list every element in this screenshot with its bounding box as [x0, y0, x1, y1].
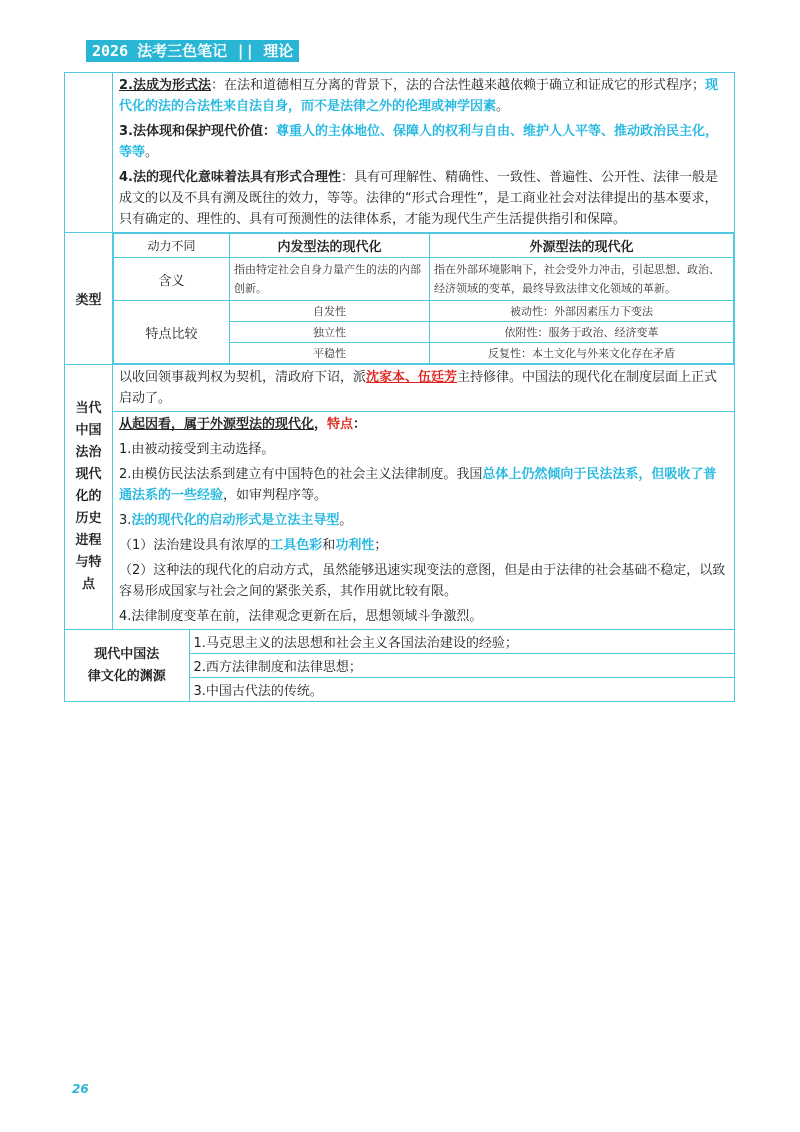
point-3	[113, 119, 734, 165]
types-table	[113, 233, 734, 364]
col-dynamic: 动力不同	[114, 234, 230, 258]
col-internal: 内发型法的现代化	[230, 234, 430, 258]
history-label-line: 点	[81, 577, 95, 592]
point-2-text: ：在法和道德相互分离的背景下，法的合法性越来越依赖于确立和证成它的形式程序；	[210, 78, 705, 93]
history-item-text: ；	[374, 538, 388, 553]
point-2-highlight: 现代化的法的合法性来自法自身，而不是法律之外的伦理或神学因素	[119, 78, 719, 114]
history-text: 主持修律。中国法的现代化在制度层面上正式启动了。	[119, 370, 718, 406]
point-2	[113, 73, 734, 119]
point-2-end: 。	[496, 99, 510, 114]
history-item-text: 4.法律制度变革在前，法律观念更新在后，思想领域斗争激烈。	[119, 609, 483, 624]
history-row	[65, 365, 735, 630]
types-row	[65, 233, 735, 365]
compare-external-1: 被动性：外部因素压力下变法	[430, 301, 734, 322]
history-item-text: 2.由模仿民法法系到建立有中国特色的社会主义法律制度。我国	[119, 467, 483, 482]
history-names: 沈家本、伍廷芳	[366, 370, 458, 385]
point-3-colon: ：	[262, 124, 276, 139]
intro-side	[65, 73, 113, 233]
compare-internal-3: 平稳性	[230, 343, 430, 364]
types-label: 类型	[65, 233, 113, 365]
history-label-line: 当代	[75, 401, 102, 416]
origins-item-1: 1.马克思主义的法思想和社会主义各国法治建设的经验；	[189, 630, 734, 654]
point-4	[113, 165, 734, 232]
point-3-head: 3.法体现和保护现代价值	[119, 124, 263, 139]
notes-table	[64, 72, 735, 702]
origins-row	[65, 630, 735, 702]
history-label-line: 中国	[75, 423, 102, 438]
origins-label	[65, 630, 189, 701]
origins-item-2: 2.西方法律制度和法律思想；	[189, 654, 734, 678]
history-label-line: 现代	[75, 467, 102, 482]
history-label-line: 进程	[75, 533, 102, 548]
point-2-head: 2.法成为形式法	[119, 78, 211, 93]
history-item-highlight: 功利性	[335, 538, 375, 553]
history-line-2	[113, 412, 734, 437]
history-sep: ，	[314, 417, 328, 432]
point-3-end: 。	[145, 145, 159, 160]
intro-row	[65, 73, 735, 233]
history-label-line: 法治	[75, 445, 102, 460]
col-external: 外源型法的现代化	[430, 234, 734, 258]
history-line-1	[113, 365, 734, 412]
history-item-2	[113, 462, 734, 508]
meaning-external: 指在外部环境影响下，社会受外力冲击，引起思想、政治、经济领域的变革，最终导致法律文化领域的革新。	[430, 258, 734, 301]
history-cell	[113, 365, 735, 630]
meaning-label: 含义	[114, 258, 230, 301]
point-4-text: ：具有可理解性、精确性、一致性、普遍性、公开性、法律一般是成文的以及不具有溯及既往的效力，等等。法律的“形式合理性”，是工商业社会对法律提出的基本要求，只有确定的、理性的、具有可预测性的法律体系，才能为现代生产生活提供指引和保障。	[119, 170, 718, 227]
history-label-line: 化的	[75, 489, 102, 504]
history-label	[65, 365, 113, 630]
history-item-4	[113, 604, 734, 629]
meaning-internal: 指由特定社会自身力量产生的法的内部创新。	[230, 258, 430, 301]
history-item-highlight: 总体上仍然倾向于民法法系，但吸收了普通法系的一些经验	[119, 467, 717, 503]
history-item-highlight: 法的现代化的启动形式是立法主导型	[131, 513, 340, 528]
compare-external-2: 依附性：服务于政治、经济变革	[430, 322, 734, 343]
history-origin: 从起因看，属于外源型法的现代化	[119, 417, 315, 432]
point-4-head: 4.法的现代化意味着法具有形式合理性	[119, 170, 341, 185]
history-feature-label: 特点	[327, 417, 354, 432]
history-sub-2	[113, 558, 734, 604]
point-3-highlight: 尊重人的主体地位、保障人的权利与自由、维护人人平等、推动政治民主化，等等	[119, 124, 719, 160]
types-cell	[113, 233, 735, 365]
origins-cell	[65, 630, 735, 702]
history-item-highlight: 工具色彩	[270, 538, 323, 553]
history-label-line: 与特	[75, 555, 102, 570]
compare-internal-1: 自发性	[230, 301, 430, 322]
history-item-text: 。	[339, 513, 353, 528]
history-label-line: 历史	[75, 511, 102, 526]
compare-internal-2: 独立性	[230, 322, 430, 343]
history-item-text: 3.	[119, 513, 132, 528]
origins-label-line: 现代中国法	[94, 646, 160, 662]
history-item-text: 1.由被动接受到主动选择。	[119, 442, 275, 457]
history-item-text: 和	[322, 538, 336, 553]
notes-header: 2026 法考三色笔记 || 理论	[86, 40, 299, 62]
page-number: 26	[72, 1082, 89, 1096]
origins-item-3: 3.中国古代法的传统。	[189, 678, 734, 702]
history-item-1	[113, 437, 734, 462]
history-sub-1	[113, 533, 734, 558]
history-item-3	[113, 508, 734, 533]
history-item-text: ，如审判程序等。	[223, 488, 328, 503]
history-text: 以收回领事裁判权为契机，清政府下诏，派	[119, 370, 367, 385]
compare-external-3: 反复性：本土文化与外来文化存在矛盾	[430, 343, 734, 364]
history-item-text: （1）法治建设具有浓厚的	[119, 538, 271, 553]
history-colon: ：	[353, 417, 367, 432]
history-item-text: （2）这种法的现代化的启动方式，虽然能够迅速实现变法的意图，但是由于法律的社会基础不稳定，以致容易形成国家与社会之间的紧张关系，其作用就比较有限。	[119, 563, 726, 599]
origins-table	[65, 630, 734, 701]
intro-cell	[113, 73, 735, 233]
compare-label: 特点比较	[114, 301, 230, 364]
origins-label-line: 律文化的渊源	[87, 668, 166, 684]
